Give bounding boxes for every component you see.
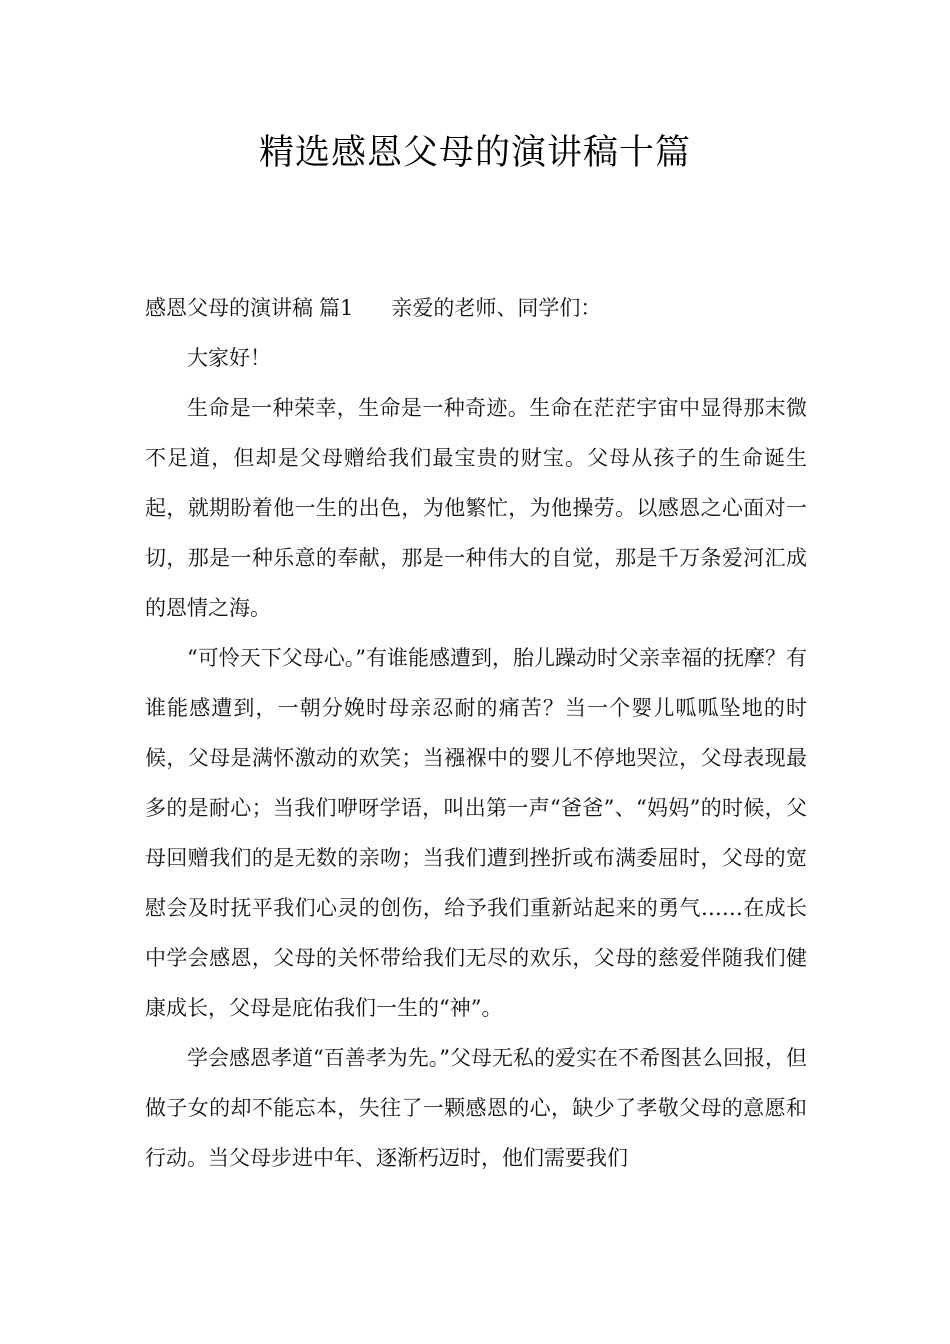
paragraph-1: 生命是一种荣幸，生命是一种奇迹。生命在茫茫宇宙中显得那末微不足道，但却是父母赠给我们最宝贵的财宝。父母从孩子的生命诞生起，就期盼着他一生的出色，为他繁忙，为他操劳。以感恩之心面对一切，那是一种乐意的奉献，那是一种伟大的自觉，那是千万条爱河汇成的恩情之海。 bbox=[145, 396, 807, 620]
salutation: 亲爱的老师、同学们： bbox=[391, 296, 602, 320]
section-heading: 感恩父母的演讲稿 bbox=[145, 296, 313, 320]
document-body bbox=[145, 283, 807, 1183]
paragraph-2: “可怜天下父母心。”有谁能感遭到，胎儿躁动时父亲幸福的抚摩？有谁能感遭到，一朝分娩时母亲忍耐的痛苦？当一个婴儿呱呱坠地的时候，父母是满怀激动的欢笑；当襁褓中的婴儿不停地哭泣，父母表现最多的是耐心；当我们咿呀学语，叫出第一声“爸爸”、“妈妈”的时候，父母回赠我们的是无数的亲吻；当我们遭到挫折或布满委屈时，父母的宽慰会及时抚平我们心灵的创伤，给予我们重新站起来的勇气……在成长中学会感恩，父母的关怀带给我们无尽的欢乐，父母的慈爱伴随我们健康成长，父母是庇佑我们一生的“神”。 bbox=[145, 646, 807, 1020]
paragraph-greeting: 大家好！ bbox=[187, 346, 271, 370]
document-title: 精选感恩父母的演讲稿十篇 bbox=[258, 133, 691, 173]
section-number: 篇1 bbox=[319, 296, 354, 320]
paragraph-3: 学会感恩孝道“百善孝为先。”父母无私的爱实在不希图甚么回报，但做子女的却不能忘本，失往了一颗感恩的心，缺少了孝敬父母的意愿和行动。当父母步进中年、逐渐朽迈时，他们需要我们 bbox=[145, 1046, 807, 1170]
section-heading-line bbox=[145, 283, 807, 333]
